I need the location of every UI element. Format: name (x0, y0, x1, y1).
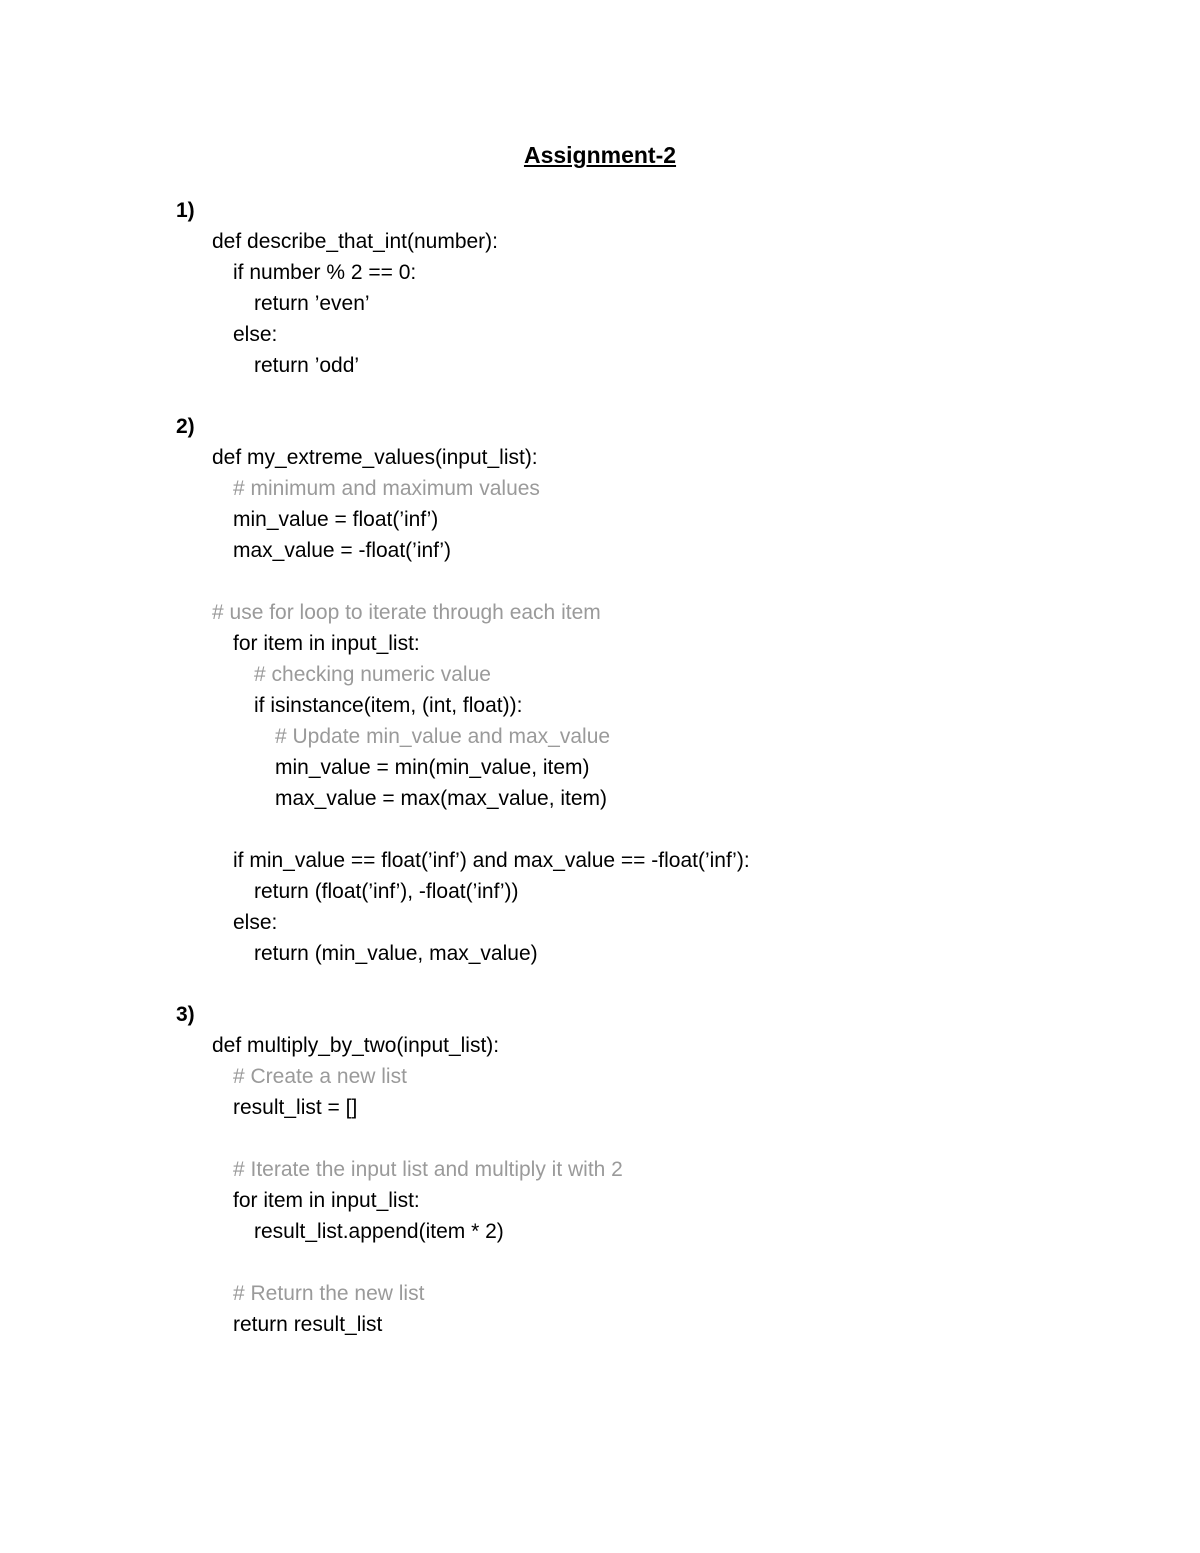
code-line: return (float(’inf’), -float(’inf’)) (254, 880, 519, 903)
code-line: if min_value == float(’inf’) and max_value == -float(’inf’): (233, 849, 750, 872)
code-line: else: (233, 323, 278, 346)
code-line: def multiply_by_two(input_list): (212, 1034, 500, 1057)
section-number: 2) (176, 415, 195, 438)
code-comment-line: # Return the new list (233, 1282, 425, 1305)
section-number: 1) (176, 199, 195, 222)
code-line: max_value = -float(’inf’) (233, 539, 452, 562)
code-line: for item in input_list: (233, 1189, 420, 1212)
code-comment-line: # use for loop to iterate through each item (212, 601, 601, 624)
section-number: 3) (176, 1003, 195, 1026)
code-line: min_value = min(min_value, item) (275, 756, 590, 779)
code-line: if isinstance(item, (int, float)): (254, 694, 523, 717)
code-comment-line: # Update min_value and max_value (275, 725, 611, 748)
code-line: if number % 2 == 0: (233, 261, 417, 284)
code-line: result_list.append(item * 2) (254, 1220, 504, 1243)
code-line: def describe_that_int(number): (212, 230, 498, 253)
code-comment-line: # minimum and maximum values (233, 477, 540, 500)
code-comment-line: # checking numeric value (254, 663, 491, 686)
code-line: def my_extreme_values(input_list): (212, 446, 538, 469)
code-comment-line: # Create a new list (233, 1065, 407, 1088)
code-line: result_list = [] (233, 1096, 358, 1119)
code-line: min_value = float(’inf’) (233, 508, 439, 531)
code-line: return ’even’ (254, 292, 370, 315)
code-line: max_value = max(max_value, item) (275, 787, 608, 810)
code-line: for item in input_list: (233, 632, 420, 655)
code-line: else: (233, 911, 278, 934)
code-line: return ’odd’ (254, 354, 360, 377)
code-line: return result_list (233, 1313, 383, 1336)
code-line: return (min_value, max_value) (254, 942, 538, 965)
code-comment-line: # Iterate the input list and multiply it with 2 (233, 1158, 623, 1181)
page-title: Assignment-2 (523, 142, 677, 168)
